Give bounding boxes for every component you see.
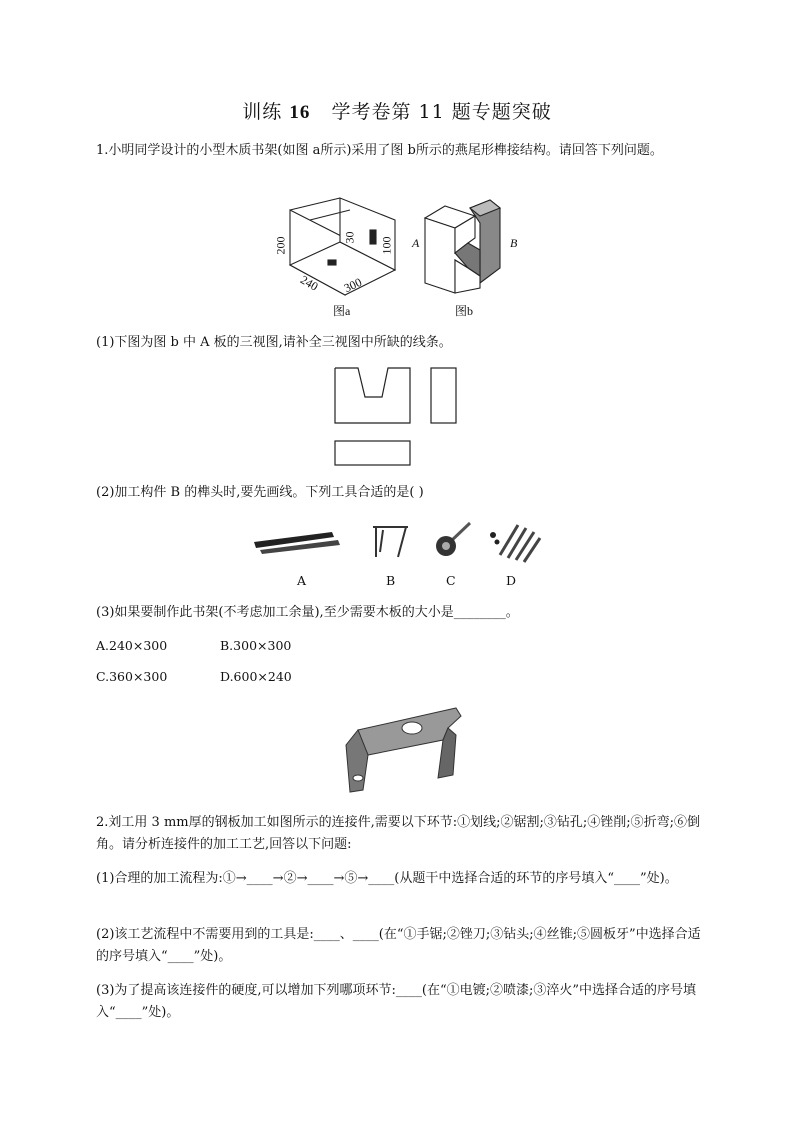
dim-240: 240 [297,272,321,294]
title-rest: 学考卷第 11 题专题突破 [331,101,552,123]
tool-c-icon [430,520,475,560]
dim-300: 300 [341,274,364,296]
dim-200: 200 [273,236,288,255]
q1-sub1: (1)下图为图 b 中 A 板的三视图,请补全三视图中所缺的线条。 [96,335,452,350]
label-b: B [510,236,518,250]
title-num: 16 [289,102,311,123]
tool-d-icon [488,520,543,565]
tool-a-icon [252,530,347,555]
q2-stem: 2.刘工用 3 mm厚的钢板加工如图所示的连接件,需要以下环节:①划线;②锯割;③钻孔;④锉削;⑤折弯;⑥倒角。请分析连接件的加工工艺,回答以下问题: [96,815,701,852]
option-d: D.600×240 [220,669,292,684]
three-view-drawing [330,365,465,470]
option-c: C.360×300 [96,669,168,684]
q1-sub3: (3)如果要制作此书架(不考虑加工余量),至少需要木板的大小是________。 [96,605,519,620]
connector-bracket-figure [328,700,468,800]
q2-sub1: (1)合理的加工流程为:①→____→②→____→⑤→____(从题干中选择合适的环节的序号填入“____”处)。 [96,871,678,886]
dim-30: 30 [342,231,357,244]
tool-label-c: C [446,573,456,588]
figure-a-caption: 图a [333,304,351,318]
figure-b-joint [420,198,510,303]
tool-label-d: D [506,573,517,588]
option-a: A.240×300 [96,638,168,653]
dim-100: 100 [379,236,394,255]
q2-sub3: (3)为了提高该连接件的硬度,可以增加下列哪项环节:____(在“①电镀;②喷漆;③淬火”中选择合适的序号填入“____”处)。 [96,983,697,1020]
tool-label-b: B [386,573,396,588]
q1-stem: 1.小明同学设计的小型木质书架(如图 a所示)采用了图 b所示的燕尾形榫接结构。请回答下列问题。 [96,143,663,158]
page-title [0,97,794,124]
title-prefix: 训练 [242,101,283,123]
q1-sub2: (2)加工构件 B 的榫头时,要先画线。下列工具合适的是( ) [96,485,424,500]
figure-a-shelf [270,190,410,320]
option-b: B.300×300 [220,638,292,653]
q2-sub2: (2)该工艺流程中不需要用到的工具是:____、____(在“①手锯;②锉刀;③钻头;④丝锥;⑤圆板牙”中选择合适的序号填入“____”处)。 [96,927,701,964]
tool-label-a: A [297,573,307,588]
label-a: A [412,236,420,250]
figure-b-caption: 图b [455,304,474,318]
tool-b-icon [368,522,413,562]
